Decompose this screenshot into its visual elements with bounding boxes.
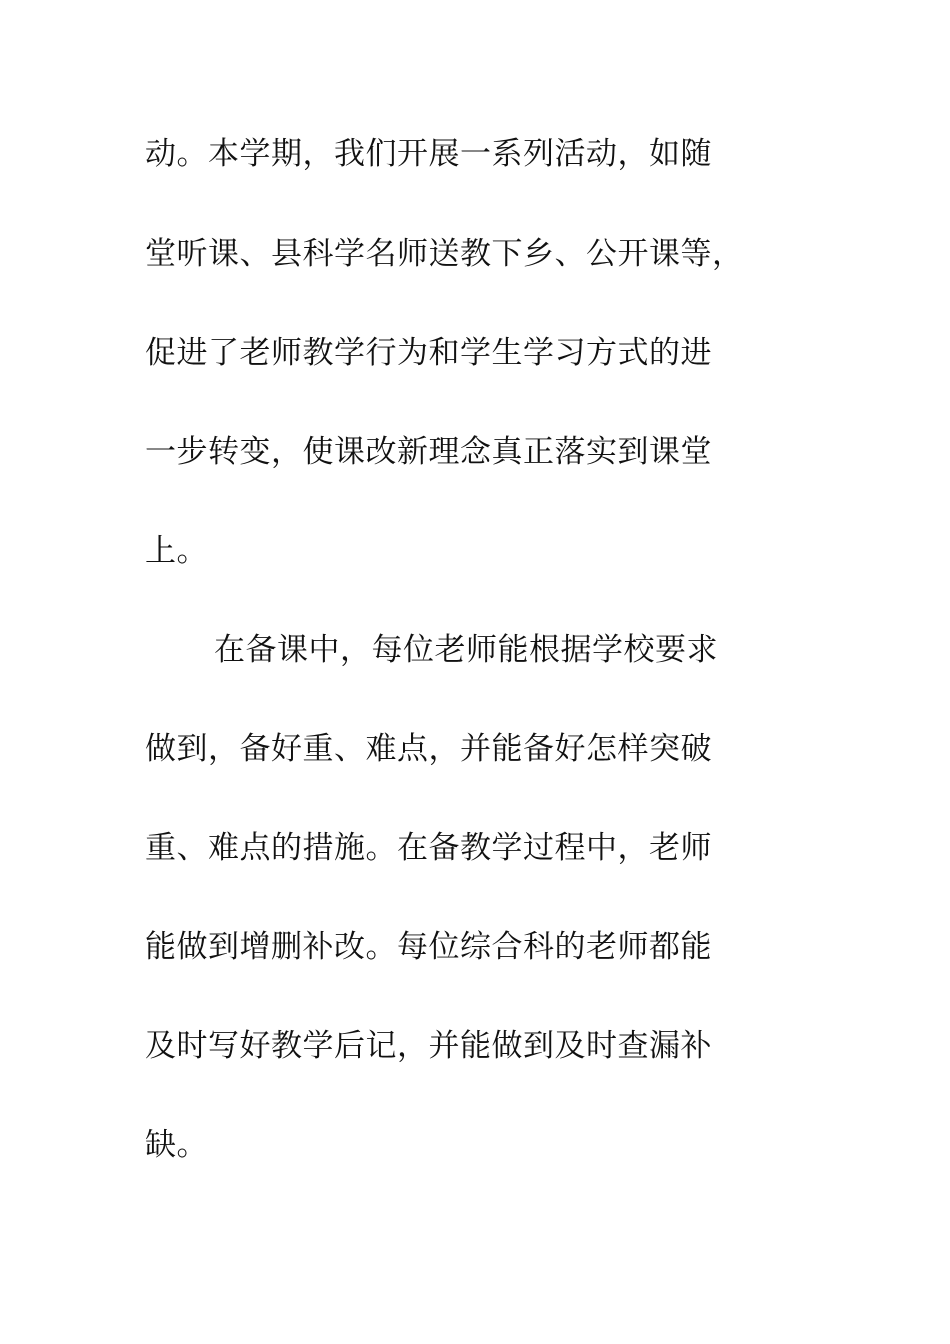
paragraph-1-line-4: 一步转变，使课改新理念真正落实到课堂 — [145, 434, 712, 470]
paragraph-2-line-5: 及时写好教学后记，并能做到及时查漏补 — [145, 1028, 712, 1064]
paragraph-1-line-5: 上。 — [145, 533, 208, 569]
paragraph-1-line-3: 促进了老师教学行为和学生学习方式的进 — [145, 335, 712, 371]
paragraph-1-line-2: 堂听课、县科学名师送教下乡、公开课等， — [145, 236, 744, 272]
paragraph-2-line-3: 重、难点的措施。在备教学过程中，老师 — [145, 830, 712, 866]
paragraph-2-line-1: 在备课中，每位老师能根据学校要求 — [214, 632, 718, 668]
paragraph-1-line-1: 动。本学期，我们开展一系列活动，如随 — [145, 136, 712, 172]
paragraph-2-line-6: 缺。 — [145, 1127, 208, 1163]
paragraph-2-line-2: 做到，备好重、难点，并能备好怎样突破 — [145, 731, 712, 767]
paragraph-2-line-4: 能做到增删补改。每位综合科的老师都能 — [145, 929, 712, 965]
